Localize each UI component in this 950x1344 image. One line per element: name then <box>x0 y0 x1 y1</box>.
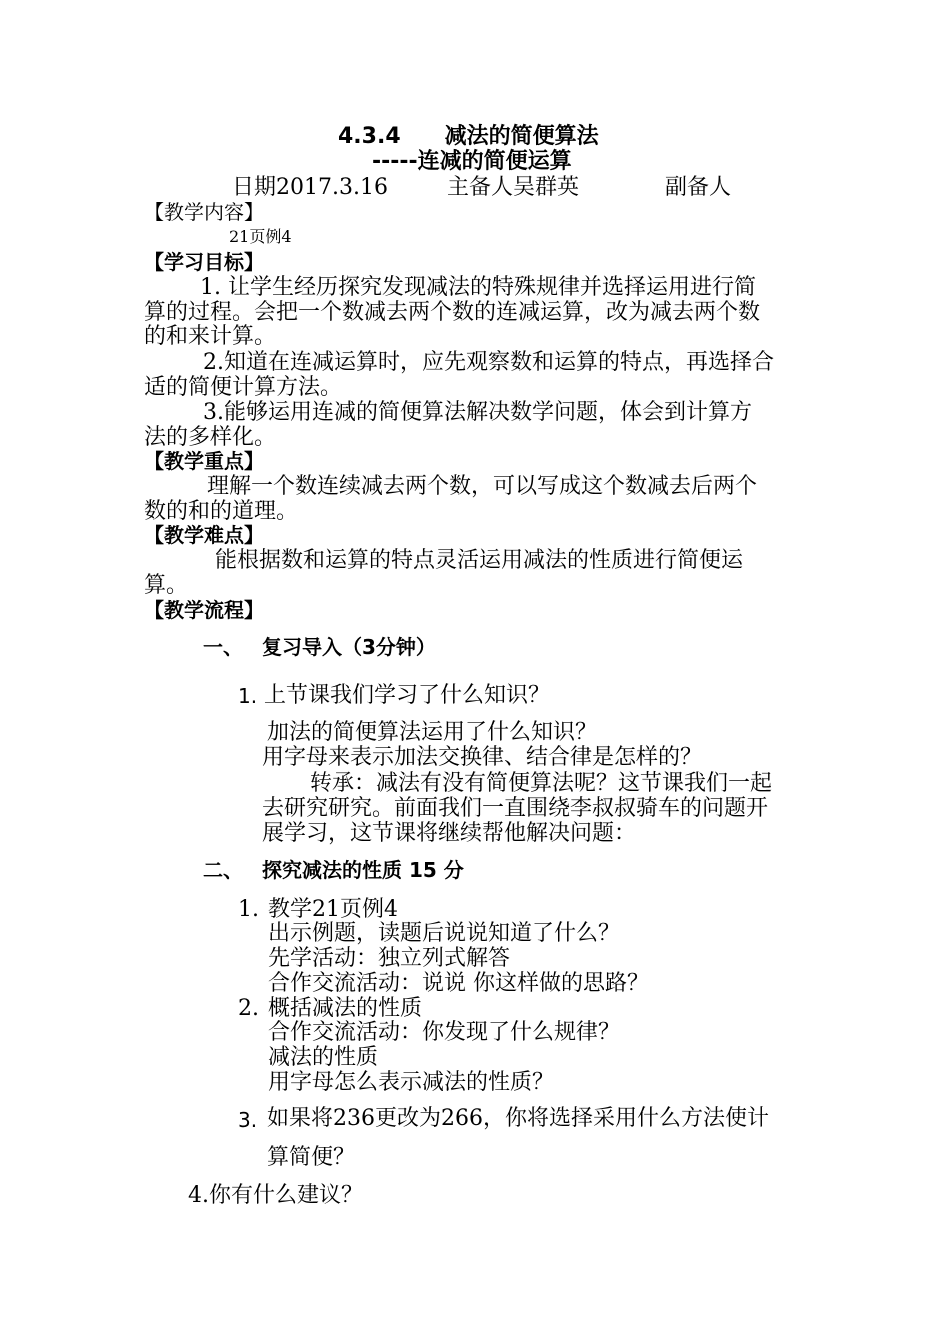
part-1-title: 复习导入（3分钟） <box>262 635 436 659</box>
part-2-item-2-number: 2. <box>238 996 259 1021</box>
part-2-item-4: 4.你有什么建议？ <box>188 1183 363 1208</box>
part-2-item-2-a: 合作交流活动：你发现了什么规律？ <box>268 1020 621 1045</box>
objective-2-line-1: 2.知道在连减运算时，应先观察数和运算的特点，再选择合 <box>203 350 774 375</box>
part-2-item-3-number: 3. <box>238 1108 258 1132</box>
part-2-item-2-b: 减法的性质 <box>268 1045 379 1070</box>
part-2-item-3-line-2: 算简便？ <box>267 1145 356 1170</box>
page-subtitle: -----连减的简便运算 <box>372 149 572 174</box>
section-heading-difficulty: 【教学难点】 <box>144 523 264 547</box>
section-heading-objectives: 【学习目标】 <box>144 250 264 274</box>
transition-line-1: 转承：减法有没有简便算法呢？这节课我们一起 <box>310 771 773 796</box>
part-1-question-1: 上节课我们学习了什么知识？ <box>264 683 551 708</box>
part-1-question-2: 加法的简便算法运用了什么知识？ <box>267 720 598 745</box>
transition-line-3: 展学习，这节课将继续帮他解决问题： <box>262 821 637 846</box>
section-heading-process: 【教学流程】 <box>144 598 264 622</box>
difficulty-line-2: 算。 <box>144 573 189 598</box>
part-2-item-2-c: 用字母怎么表示减法的性质？ <box>268 1070 555 1095</box>
section-heading-key-point: 【教学重点】 <box>144 449 264 473</box>
difficulty-line-1: 能根据数和运算的特点灵活运用减法的性质进行简便运 <box>215 548 744 573</box>
date-label: 日期2017.3.16 <box>232 175 388 200</box>
part-2-item-1-number: 1. <box>238 897 259 922</box>
section-heading-content: 【教学内容】 <box>144 200 264 224</box>
part-2-item-1-c: 合作交流活动：说说 你这样做的思路？ <box>268 971 649 996</box>
part-2-title: 探究减法的性质 15 分 <box>262 858 464 882</box>
assistant-preparer: 副备人 <box>665 175 732 200</box>
part-1-number: 一、 <box>203 635 243 659</box>
objective-1-line-1: 1. 让学生经历探究发现减法的特殊规律并选择运用进行简 <box>200 275 756 300</box>
objective-1-line-2: 算的过程。会把一个数减去两个数的连减运算，改为减去两个数 <box>144 300 761 325</box>
objective-3-line-1: 3.能够运用连减的简便算法解决数学问题，体会到计算方 <box>203 400 752 425</box>
part-2-item-2: 概括减法的性质 <box>268 996 423 1021</box>
part-1-question-3: 用字母来表示加法交换律、结合律是怎样的？ <box>262 745 703 770</box>
objective-2-line-2: 适的简便计算方法。 <box>144 375 343 400</box>
part-2-number: 二、 <box>203 858 243 882</box>
part-2-item-1-a: 出示例题，读题后说说知道了什么？ <box>268 921 621 946</box>
key-point-line-1: 理解一个数连续减去两个数，可以写成这个数减去后两个 <box>207 474 758 499</box>
objective-3-line-2: 法的多样化。 <box>144 425 277 450</box>
part-2-item-3-line-1: 如果将236更改为266，你将选择采用什么方法使计 <box>267 1106 769 1131</box>
part-2-item-1-b: 先学活动：独立列式解答 <box>268 946 511 971</box>
key-point-line-2: 数的和的道理。 <box>144 499 299 524</box>
part-1-item-number: 1. <box>238 684 258 708</box>
content-text: 21页例4 <box>229 227 292 246</box>
page-title: 4.3.4 减法的简便算法 <box>338 124 599 149</box>
objective-1-line-3: 的和来计算。 <box>144 324 277 349</box>
lead-preparer: 主备人吴群英 <box>447 175 580 200</box>
part-2-item-1: 教学21页例4 <box>268 897 398 922</box>
transition-line-2: 去研究研究。前面我们一直围绕李叔叔骑车的问题开 <box>262 796 769 821</box>
